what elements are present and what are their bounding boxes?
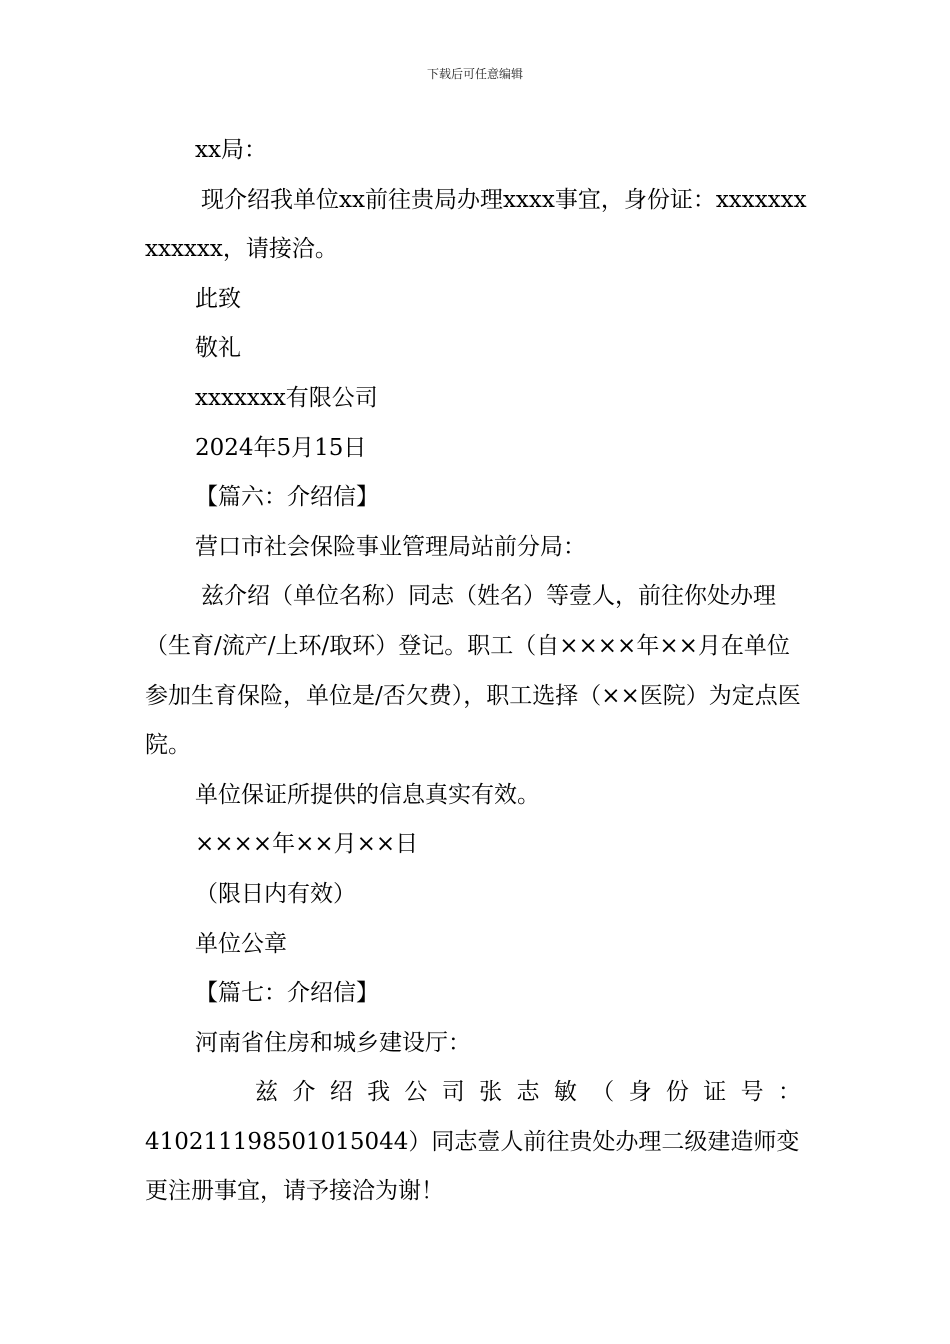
letter5-salutation: xx局： (195, 137, 267, 163)
letter7-body-rest: 410211198501015044）同志壹人前往贵处办理二级建造师变更注册事宜，请予接洽为谢！ (145, 1128, 800, 1205)
header-note: 下载后可任意编辑 (426, 67, 523, 81)
letter6-body: 兹介绍（单位名称）同志（姓名）等壹人，前往你处办理（生育/流产/上环/取环）登记。职工（自××××年××月在单位参加生育保险，单位是/否欠费），职工选择（××医院）为定点医院。 (145, 583, 801, 759)
letter7-body-line-1: 兹介绍我公司张志敏（身份证号： (255, 1079, 807, 1106)
document-body (145, 126, 807, 1217)
letter5-date: 2024年5月15日 (195, 434, 367, 461)
letter7-salutation: 河南省住房和城乡建设厅： (195, 1029, 471, 1056)
letter6-validity: （限日内有效） (195, 880, 356, 907)
letter5-closing-1: 此致 (195, 285, 241, 312)
letter6-guarantee: 单位保证所提供的信息真实有效。 (195, 781, 540, 808)
letter6-seal: 单位公章 (195, 930, 287, 957)
letter5-closing-2: 敬礼 (195, 335, 241, 362)
letter6-heading: 【篇六：介绍信】 (195, 484, 379, 511)
letter5-body: 现介绍我单位xx前往贵局办理xxxx事宜，身份证：xxxxxxxxxxxxx，请接洽。 (145, 186, 807, 263)
letter7-heading: 【篇七：介绍信】 (195, 980, 379, 1007)
letter6-date: ××××年××月××日 (195, 831, 419, 858)
letter5-signature: xxxxxxx有限公司 (195, 384, 378, 411)
letter6-salutation: 营口市社会保险事业管理局站前分局： (195, 533, 586, 560)
